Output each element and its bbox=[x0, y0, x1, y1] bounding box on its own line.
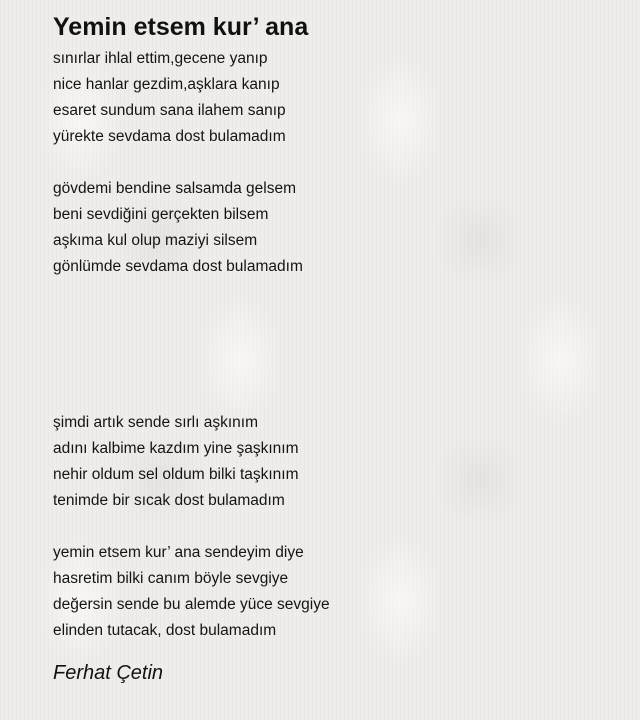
poem-title: Yemin etsem kur’ ana bbox=[53, 13, 309, 41]
poem-container bbox=[53, 8, 623, 688]
poem-line: şimdi artık sende sırlı aşkınım bbox=[53, 414, 259, 431]
stanza-1 bbox=[53, 46, 623, 150]
poem-line: değersin sende bu alemde yüce sevgiye bbox=[53, 596, 330, 613]
poem-line: yemin etsem kur’ ana sendeyim diye bbox=[53, 544, 304, 561]
poem-line: esaret sundum sana ilahem sanıp bbox=[53, 102, 286, 119]
poem-line: nehir oldum sel oldum bilki taşkınım bbox=[53, 466, 299, 483]
stanza-spacer bbox=[53, 280, 623, 410]
poem-line: gönlümde sevdama dost bulamadım bbox=[53, 258, 303, 275]
stanza-4 bbox=[53, 540, 623, 644]
poem-line: sınırlar ihlal ettim,gecene yanıp bbox=[53, 50, 268, 67]
stanza-3 bbox=[53, 410, 623, 514]
poem-line: adını kalbime kazdım yine şaşkınım bbox=[53, 440, 299, 457]
poem-line: nice hanlar gezdim,aşklara kanıp bbox=[53, 76, 280, 93]
poem-line: hasretim bilki canım böyle sevgiye bbox=[53, 570, 289, 587]
stanza-spacer bbox=[53, 150, 623, 176]
poem-line: elinden tutacak, dost bulamadım bbox=[53, 622, 277, 639]
poem-author: Ferhat Çetin bbox=[53, 662, 164, 684]
poem-line: gövdemi bendine salsamda gelsem bbox=[53, 180, 296, 197]
stanza-spacer bbox=[53, 514, 623, 540]
poem-line: yürekte sevdama dost bulamadım bbox=[53, 128, 286, 145]
poem-line: beni sevdiğini gerçekten bilsem bbox=[53, 206, 269, 223]
poem-line: tenimde bir sıcak dost bulamadım bbox=[53, 492, 285, 509]
stanza-2 bbox=[53, 176, 623, 280]
poem-line: aşkıma kul olup maziyi silsem bbox=[53, 232, 258, 249]
